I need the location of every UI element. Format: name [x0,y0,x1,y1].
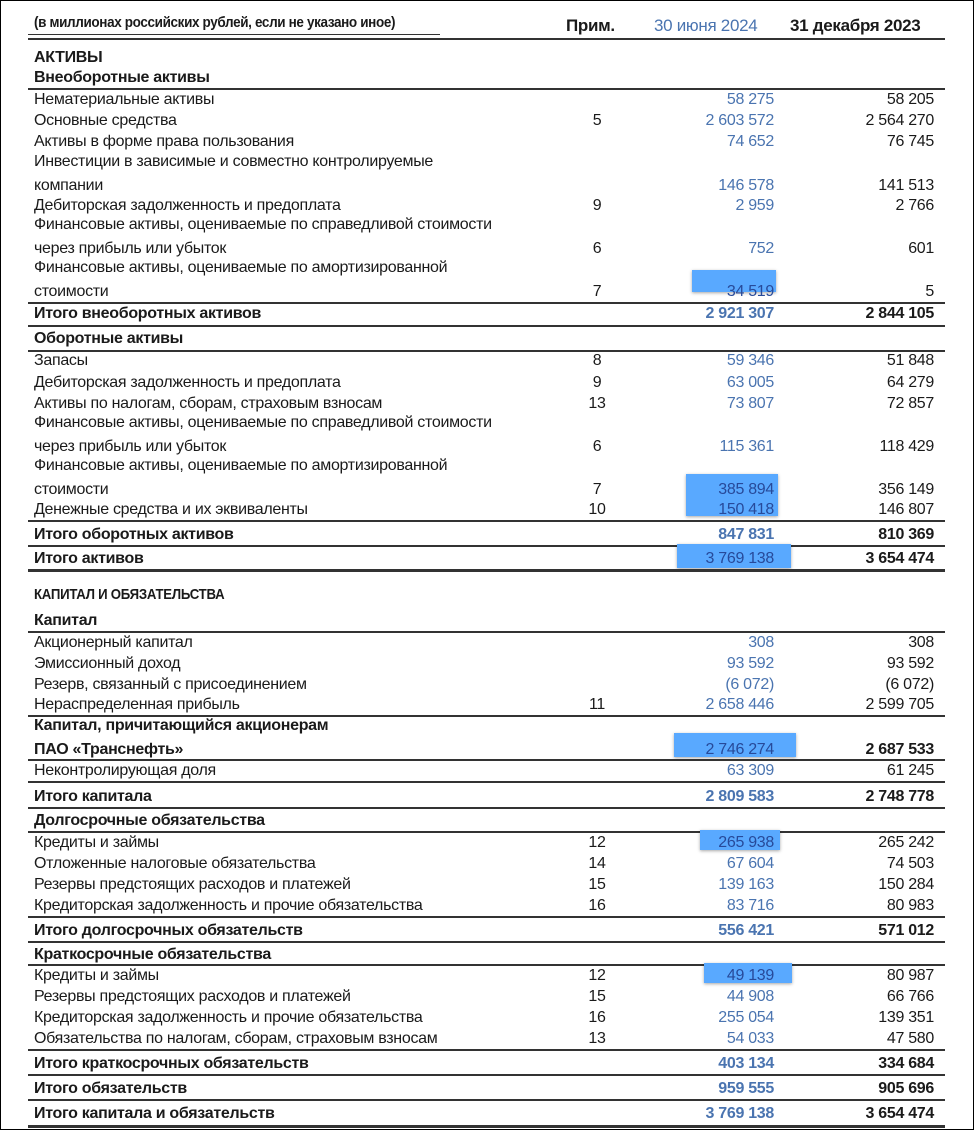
row-previous: 72 857 [886,395,934,412]
row-previous: 47 580 [886,1030,934,1047]
row-note: 12 [588,834,606,851]
total-label: Итого краткосрочных обязательств [34,1055,309,1072]
row-current: 93 592 [726,655,774,672]
total-row [34,524,942,544]
divider [28,325,945,327]
total-row [34,786,942,806]
table-row [34,414,942,456]
row-previous: 80 983 [886,897,934,914]
row-current: 59 346 [726,352,774,369]
table-row [34,259,942,301]
total-previous: 905 696 [878,1080,934,1097]
row-current: 67 604 [726,855,774,872]
total-row [34,1053,942,1073]
row-note: 10 [588,501,606,518]
row-label: Обязательства по налогам, сборам, страховым взносам [34,1030,438,1047]
table-row [34,674,942,694]
divider [28,781,945,783]
table-row [34,653,942,673]
total-previous: 3 654 474 [865,550,934,567]
section-noncurrent-assets-title: Внеоборотные активы [34,69,210,86]
row-note: 11 [588,696,605,713]
row-previous: 66 766 [886,988,934,1005]
table-row [34,895,942,915]
row-current: 255 054 [718,1009,774,1026]
row-label: Отложенные налоговые обязательства [34,855,316,872]
row-previous: 356 149 [878,481,934,498]
row-current: 44 908 [726,988,774,1005]
row-previous: 51 848 [886,352,934,369]
row-current: 139 163 [718,876,774,893]
header-rule [28,38,945,40]
row-previous: 61 245 [886,762,934,779]
table-row [34,874,942,894]
row-note: 15 [588,988,606,1005]
row-label: Нераспределенная прибыль [34,696,240,713]
row-previous: 2 599 705 [865,696,934,713]
row-label: Акционерный капитал [34,634,193,651]
row-label: Эмиссионный доход [34,655,181,672]
row-label: Денежные средства и их эквиваленты [34,501,308,518]
column-header-note: Прим. [566,16,615,35]
total-current: 2 921 307 [705,305,774,322]
row-previous: (6 072) [885,676,934,693]
row-label: Кредиторская задолженность и прочие обязательства [34,897,423,914]
row-label: Активы по налогам, сборам, страховым взносам [34,395,383,412]
row-previous: 2 564 270 [865,112,934,129]
row-label: Активы в форме права пользования [34,133,294,150]
row-note: 16 [588,1009,606,1026]
row-label: Дебиторская задолженность и предоплата [34,197,341,214]
section-equity-title: Капитал [34,612,98,629]
table-row [34,372,942,392]
row-current: 2 959 [735,197,774,214]
row-label: Основные средства [34,112,177,129]
row-label-continued: компании [34,177,103,194]
row-label: Запасы [34,352,88,369]
row-previous: 76 745 [886,133,934,150]
divider [28,1049,945,1051]
row-current: 752 [748,240,774,257]
row-previous: 58 205 [886,91,934,108]
units-note: (в миллионах российских рублей, если не указано иное) [34,14,396,31]
row-label: Инвестиции в зависимые и совместно контролируемые [34,153,433,170]
row-label: Резерв, связанный с присоединением [34,676,307,693]
total-current: 3 769 138 [705,550,774,567]
row-previous: 93 592 [886,655,934,672]
table-row [34,195,942,215]
row-current: 2 658 446 [705,696,774,713]
table-row [34,986,942,1006]
row-previous: 64 279 [886,374,934,391]
divider [28,941,945,943]
row-previous: 2 687 533 [865,741,934,758]
row-note: 14 [588,855,606,872]
table-row [34,216,942,258]
table-row [34,832,942,852]
row-current: 385 894 [718,481,774,498]
row-note: 16 [588,897,606,914]
row-label: Финансовые активы, оцениваемые по амортизированной [34,259,448,276]
row-previous: 146 807 [878,501,934,518]
row-label: Дебиторская задолженность и предоплата [34,374,341,391]
row-previous: 139 351 [878,1009,934,1026]
total-current: 403 134 [718,1055,774,1072]
total-previous: 2 748 778 [865,788,934,805]
row-label: Финансовые активы, оцениваемые по амортизированной [34,457,448,474]
row-previous: 150 284 [878,876,934,893]
table-row [34,853,942,873]
row-label: Резервы предстоящих расходов и платежей [34,988,351,1005]
total-previous: 571 012 [878,922,934,939]
row-previous: 265 242 [878,834,934,851]
row-current: 150 418 [718,501,774,518]
row-current: (6 072) [725,676,774,693]
section-current-assets-title: Оборотные активы [34,330,184,347]
row-label: Нематериальные активы [34,91,215,108]
table-row [34,1028,942,1048]
table-row [34,457,942,499]
total-row [34,920,942,940]
row-label-continued: стоимости [34,481,109,498]
row-previous: 601 [908,240,934,257]
row-note: 15 [588,876,606,893]
divider [28,1074,945,1076]
row-current: 265 938 [718,834,774,851]
row-label: Капитал, причитающийся акционерам [34,717,329,734]
table-row [34,717,942,759]
total-label: Итого внеоборотных активов [34,305,262,322]
total-current: 2 809 583 [705,788,774,805]
row-previous: 118 429 [879,438,934,455]
divider [28,1125,945,1128]
column-header-previous: 31 декабря 2023 [790,16,921,35]
divider [28,807,945,809]
row-current: 115 361 [719,438,774,455]
row-current: 83 716 [726,897,774,914]
divider [28,569,945,572]
row-label: Кредиты и займы [34,967,159,984]
row-note: 8 [592,352,602,369]
row-label: Кредиторская задолженность и прочие обязательства [34,1009,423,1026]
table-row [34,393,942,413]
total-current: 847 831 [718,526,774,543]
row-current: 74 652 [726,133,774,150]
row-label: Финансовые активы, оцениваемые по справедливой стоимости [34,216,492,233]
total-current: 959 555 [718,1080,774,1097]
section-noncurrent-liabilities-title: Долгосрочные обязательства [34,812,265,829]
row-current: 34 519 [726,283,774,300]
row-current: 63 005 [726,374,774,391]
row-previous: 5 [925,283,934,300]
row-label: Кредиты и займы [34,834,159,851]
row-label: Финансовые активы, оцениваемые по справедливой стоимости [34,414,492,431]
row-current: 54 033 [726,1030,774,1047]
row-current: 58 275 [726,91,774,108]
table-row [34,153,942,195]
total-previous: 810 369 [878,526,934,543]
row-previous: 141 513 [878,177,934,194]
table-row [34,760,942,780]
total-previous: 3 654 474 [865,1105,934,1122]
row-label-continued: стоимости [34,283,109,300]
divider [28,1099,945,1101]
divider [28,916,945,918]
row-note: 7 [592,283,602,300]
total-current: 556 421 [718,922,774,939]
total-label: Итого долгосрочных обязательств [34,922,303,939]
total-row [34,548,942,568]
row-label: Неконтролирующая доля [34,762,216,779]
row-note: 9 [592,374,602,391]
total-label: Итого оборотных активов [34,526,234,543]
section-equity-liabilities-title: КАПИТАЛ И ОБЯЗАТЕЛЬСТВА [34,586,225,603]
table-row [34,499,942,519]
row-current: 2 603 572 [705,112,774,129]
row-previous: 74 503 [886,855,934,872]
total-previous: 334 684 [878,1055,934,1072]
row-current: 2 746 274 [705,741,774,758]
table-row [34,89,942,109]
section-assets-title: АКТИВЫ [34,49,103,66]
row-current: 308 [748,634,774,651]
column-header-current: 30 июня 2024 [654,16,758,35]
row-note: 12 [588,967,606,984]
row-previous: 308 [908,634,934,651]
row-note: 7 [592,481,602,498]
table-row [34,965,942,985]
divider [28,545,945,547]
total-previous: 2 844 105 [865,305,934,322]
table-row [34,1007,942,1027]
row-current: 73 807 [726,395,774,412]
total-row [34,1078,942,1098]
row-note: 13 [588,1030,606,1047]
row-current: 146 578 [718,177,774,194]
row-note: 13 [588,395,606,412]
divider [28,520,945,522]
row-note: 6 [592,438,602,455]
total-row [34,303,942,323]
section-current-liabilities-title: Краткосрочные обязательства [34,946,271,963]
row-current: 49 139 [726,967,774,984]
total-label: Итого активов [34,550,144,567]
row-note: 6 [592,240,602,257]
table-row [34,131,942,151]
row-label-continued: через прибыль или убыток [34,438,227,455]
total-label: Итого капитала и обязательств [34,1105,275,1122]
row-note: 9 [592,197,602,214]
row-current: 63 309 [726,762,774,779]
total-row [34,1103,942,1123]
units-note-underline [28,34,440,35]
table-row [34,110,942,130]
row-previous: 80 987 [886,967,934,984]
table-row [34,632,942,652]
row-label-continued: ПАО «Транснефть» [34,741,184,758]
total-label: Итого капитала [34,788,152,805]
total-label: Итого обязательств [34,1080,187,1097]
row-label-continued: через прибыль или убыток [34,240,227,257]
row-label: Резервы предстоящих расходов и платежей [34,876,351,893]
row-note: 5 [592,112,602,129]
table-row [34,350,942,370]
table-row [34,694,942,714]
row-previous: 2 766 [895,197,934,214]
total-current: 3 769 138 [705,1105,774,1122]
